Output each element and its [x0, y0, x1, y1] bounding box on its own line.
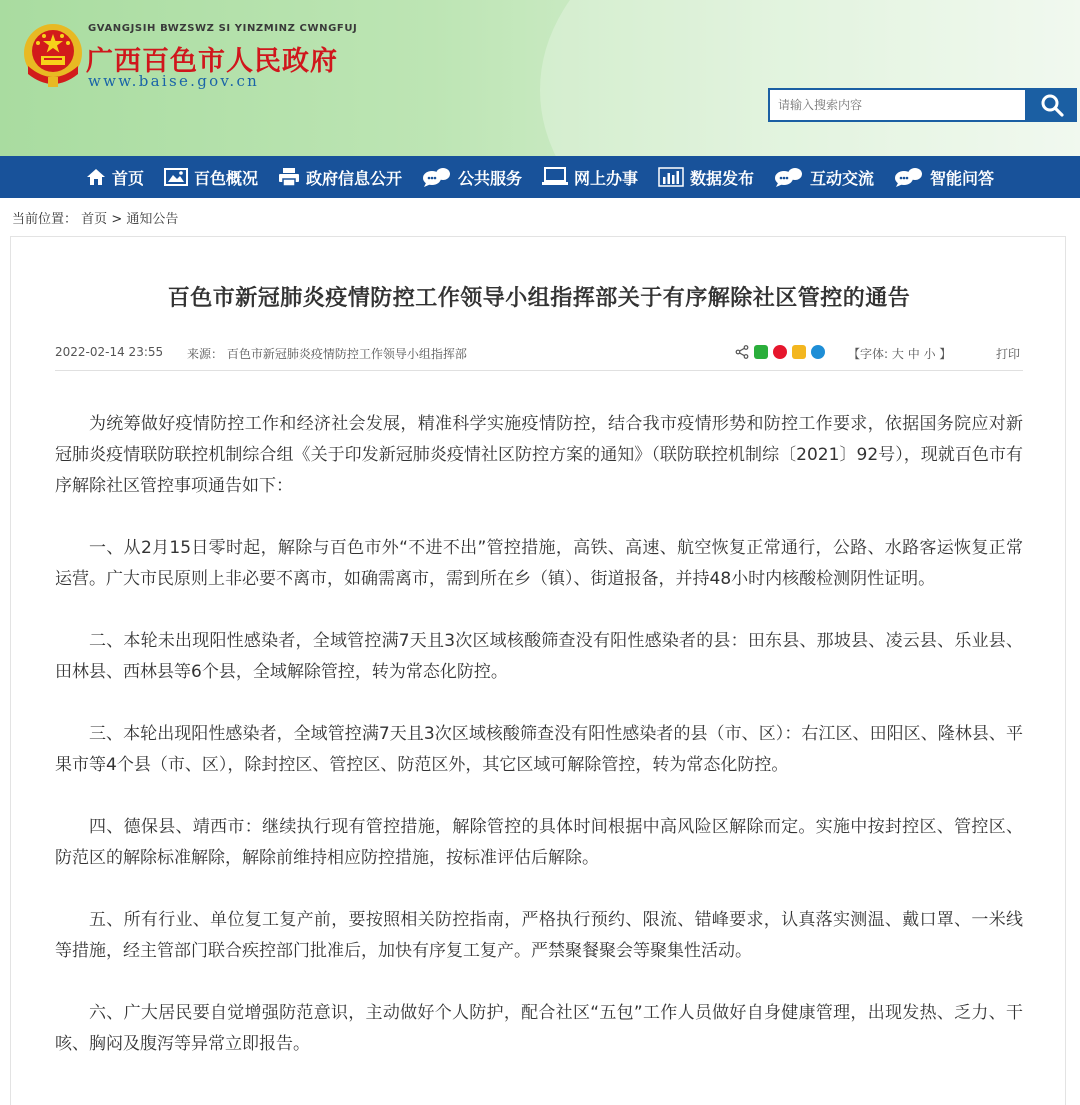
nav-item-label: 网上办事: [574, 168, 639, 188]
share-icon[interactable]: [735, 345, 749, 359]
publish-date: 2022-02-14 23:55: [55, 345, 164, 359]
nav-item-label: 公共服务: [457, 168, 522, 188]
header-decoration: [540, 0, 1080, 156]
search-icon: [1040, 93, 1064, 117]
nav-item-label: 互动交流: [810, 168, 875, 188]
paragraph: 二、本轮未出现阳性感染者，全域管控满7天且3次区域核酸筛查没有阳性感染者的县：田东县、那坡县、凌云县、乐业县、田林县、西林县等6个县，全域解除管控，转为常态化防控。: [55, 631, 1023, 682]
breadcrumb-separator: >: [111, 212, 123, 227]
picture-icon: [164, 168, 188, 186]
nav-item-online-service[interactable]: [542, 166, 638, 189]
nav-item-label: 百色概况: [193, 168, 258, 188]
nav-item-label: 政府信息公开: [305, 168, 402, 188]
paragraph: 六、广大居民要自觉增强防范意识，主动做好个人防护，配合社区“五包”工作人员做好自身健康管理，出现发热、乏力、干咳、胸闷及腹泻等异常立即报告。: [55, 1003, 1023, 1054]
paragraph: 四、德保县、靖西市：继续执行现有管控措施，解除管控的具体时间根据中高风险区解除而定。实施中按封控区、管控区、防范区的解除标准解除，解除前维持相应防控措施，按标准评估后解除。: [55, 817, 1023, 868]
breadcrumb-home-link[interactable]: 首页: [81, 212, 108, 227]
article-source: 来源： 百色市新冠肺炎疫情防控工作领导小组指挥部: [187, 347, 467, 361]
search-button[interactable]: [1027, 88, 1077, 122]
paragraph: 三、本轮出现阳性感染者，全域管控满7天且3次区域核酸筛查没有阳性感染者的县（市、区）：右江区、田阳区、隆林县、平果市等4个县（市、区），除封控区、管控区、防范区外，其它区域可解除管控，转为常态化防控。: [55, 724, 1023, 775]
national-emblem-icon[interactable]: [22, 22, 84, 88]
weibo-share-icon[interactable]: [773, 345, 787, 359]
font-small-button[interactable]: 小: [923, 347, 936, 361]
qzone-share-icon[interactable]: [792, 345, 806, 359]
font-label: 【字体:: [848, 347, 889, 361]
site-pinyin: GVANGJSIH BWZSWZ SI YINZMINZ CWNGFUJ: [88, 23, 358, 34]
nav-item-smart-qa[interactable]: [894, 166, 994, 189]
paragraph: 一、从2月15日零时起，解除与百色市外“不进不出”管控措施，高铁、高速、航空恢复正常通行，公路、水路客运恢复正常运营。广大市民原则上非必要不离市，如确需离市，需到所在乡（镇）、街道报备，并持48小时内核酸检测阴性证明。: [55, 538, 1023, 589]
site-title[interactable]: 广西百色市人民政府: [86, 46, 338, 77]
article-body: [55, 409, 1023, 1091]
chat-bubble-icon: [894, 167, 924, 187]
breadcrumb-current-link[interactable]: 通知公告: [126, 212, 179, 227]
main-nav: [0, 156, 1080, 198]
printer-icon: [278, 167, 300, 187]
wechat-share-icon[interactable]: [754, 345, 768, 359]
nav-item-label: 首页: [111, 168, 144, 188]
breadcrumb: [12, 208, 178, 227]
laptop-icon: [542, 167, 568, 187]
nav-item-overview[interactable]: [164, 166, 258, 189]
search-input[interactable]: [768, 88, 1027, 122]
site-header: [0, 0, 1080, 156]
nav-item-interaction[interactable]: [774, 166, 874, 189]
home-icon: [86, 168, 106, 186]
nav-item-label: 智能问答: [930, 168, 995, 188]
paragraph: 五、所有行业、单位复工复产前，要按照相关防控指南，严格执行预约、限流、错峰要求，认真落实测温、戴口罩、一米线等措施，经主管部门联合疾控部门批准后，加快有序复工复产。严禁聚餐聚会等聚集性活动。: [55, 910, 1023, 961]
bar-chart-icon: [658, 167, 684, 187]
print-button[interactable]: 打印: [996, 347, 1021, 361]
breadcrumb-prefix: 当前位置：: [12, 212, 78, 227]
nav-item-label: 数据发布: [690, 168, 755, 188]
nav-item-data-release[interactable]: [658, 166, 754, 189]
article-meta: [55, 345, 1023, 371]
nav-item-home[interactable]: [86, 166, 144, 189]
chat-bubble-icon: [774, 167, 804, 187]
article-container: [10, 236, 1066, 1105]
font-size-control: [848, 345, 951, 362]
site-url[interactable]: www.baise.gov.cn: [88, 72, 260, 90]
font-close: 】: [939, 347, 952, 361]
article-title: 百色市新冠肺炎疫情防控工作领导小组指挥部关于有序解除社区管控的通告: [167, 286, 911, 311]
chat-bubble-icon: [422, 167, 452, 187]
share-bar: [735, 345, 830, 359]
font-large-button[interactable]: 大: [891, 347, 904, 361]
qq-share-icon[interactable]: [811, 345, 825, 359]
paragraph: 为统筹做好疫情防控工作和经济社会发展，精准科学实施疫情防控，结合我市疫情形势和防控工作要求，依据国务院应对新冠肺炎疫情联防联控机制综合组《关于印发新冠肺炎疫情社区防控方案的通知》（联防联控机制综〔2021〕92号），现就百色市有序解除社区管控事项通告如下：: [55, 414, 1023, 496]
nav-item-gov-info[interactable]: [278, 166, 402, 189]
font-medium-button[interactable]: 中: [907, 347, 920, 361]
nav-item-public-service[interactable]: [422, 166, 522, 189]
